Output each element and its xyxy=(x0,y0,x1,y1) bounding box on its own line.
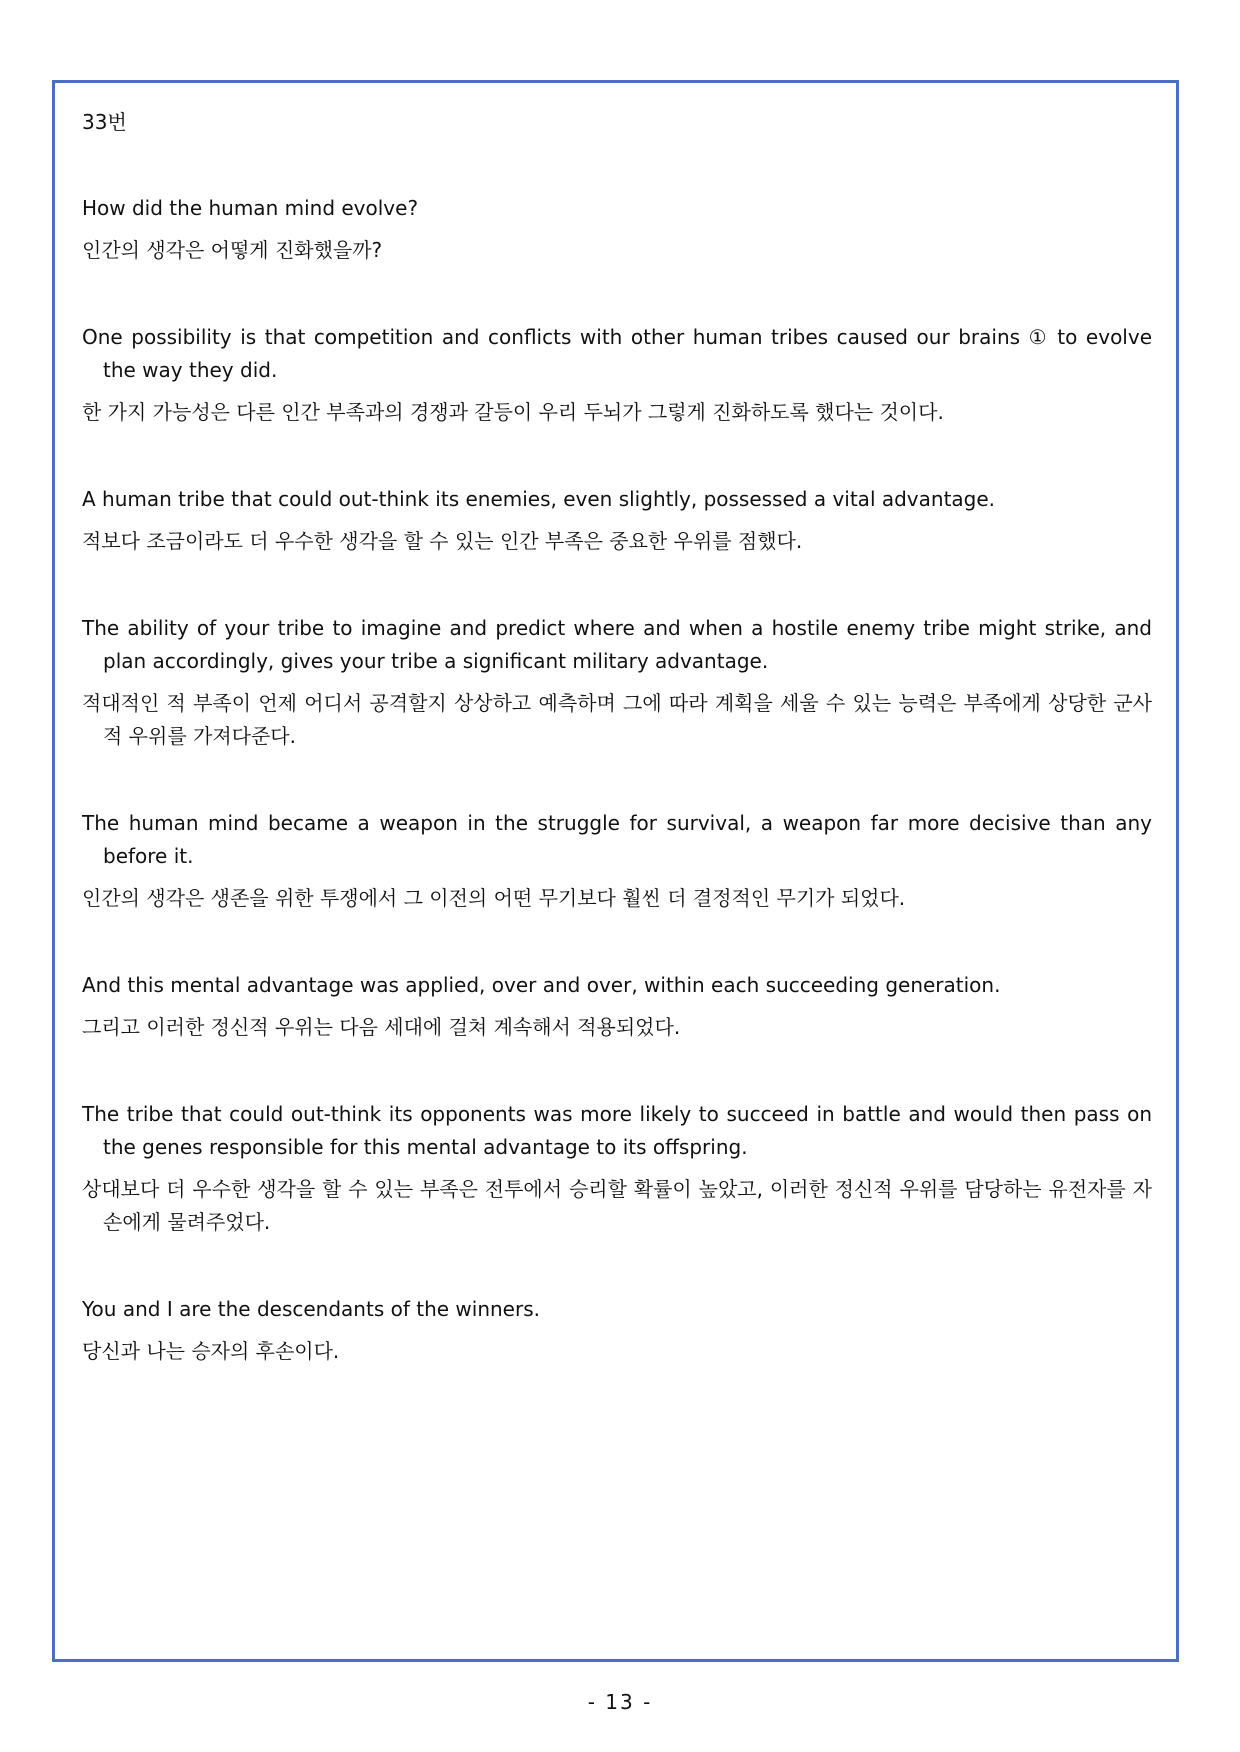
document-body xyxy=(82,106,1152,1422)
korean-translation: 그리고 이러한 정신적 우위는 다음 세대에 걸쳐 계속해서 적용되었다. xyxy=(82,1015,681,1039)
sentence-pair-1 xyxy=(82,192,1152,267)
korean-translation: 인간의 생각은 어떻게 진화했을까? xyxy=(82,238,383,262)
english-sentence: The tribe that could out-think its opponents was more likely to succeed in battle and would then pass on the genes responsible for this mental advantage to its offspring. xyxy=(82,1102,1152,1159)
korean-translation: 적대적인 적 부족이 언제 어디서 공격할지 상상하고 예측하며 그에 따라 계획을 세울 수 있는 능력은 부족에게 상당한 군사적 우위를 가져다준다. xyxy=(82,691,1152,748)
korean-translation: 한 가지 가능성은 다른 인간 부족과의 경쟁과 갈등이 우리 두뇌가 그렇게 진화하도록 했다는 것이다. xyxy=(82,400,944,424)
english-sentence: One possibility is that competition and conflicts with other human tribes caused our brains ① to evolve the way they did. xyxy=(82,325,1152,382)
korean-translation: 인간의 생각은 생존을 위한 투쟁에서 그 이전의 어떤 무기보다 훨씬 더 결정적인 무기가 되었다. xyxy=(82,886,906,910)
english-sentence: The ability of your tribe to imagine and predict where and when a hostile enemy tribe might strike, and plan accordingly, gives your tribe a significant military advantage. xyxy=(82,616,1152,673)
sentence-pair-7 xyxy=(82,1098,1152,1239)
page-number: - 13 - xyxy=(587,1690,653,1714)
english-sentence: How did the human mind evolve? xyxy=(82,196,419,220)
english-sentence: You and I are the descendants of the winners. xyxy=(82,1297,540,1321)
sentence-pair-5 xyxy=(82,807,1152,915)
sentence-pair-6 xyxy=(82,969,1152,1044)
korean-translation: 적보다 조금이라도 더 우수한 생각을 할 수 있는 인간 부족은 중요한 우위를 점했다. xyxy=(82,529,803,553)
english-sentence: A human tribe that could out-think its enemies, even slightly, possessed a vital advantage. xyxy=(82,487,996,511)
english-sentence: The human mind became a weapon in the struggle for survival, a weapon far more decisive than any before it. xyxy=(82,811,1152,868)
sentence-pair-2 xyxy=(82,321,1152,429)
english-sentence: And this mental advantage was applied, over and over, within each succeeding generation. xyxy=(82,973,1001,997)
sentence-pair-3 xyxy=(82,483,1152,558)
question-number: 33번 xyxy=(82,110,127,134)
korean-translation: 당신과 나는 승자의 후손이다. xyxy=(82,1339,340,1363)
korean-translation: 상대보다 더 우수한 생각을 할 수 있는 부족은 전투에서 승리할 확률이 높았고, 이러한 정신적 우위를 담당하는 유전자를 자손에게 물려주었다. xyxy=(82,1177,1152,1234)
sentence-pair-8 xyxy=(82,1293,1152,1368)
sentence-pair-4 xyxy=(82,612,1152,753)
